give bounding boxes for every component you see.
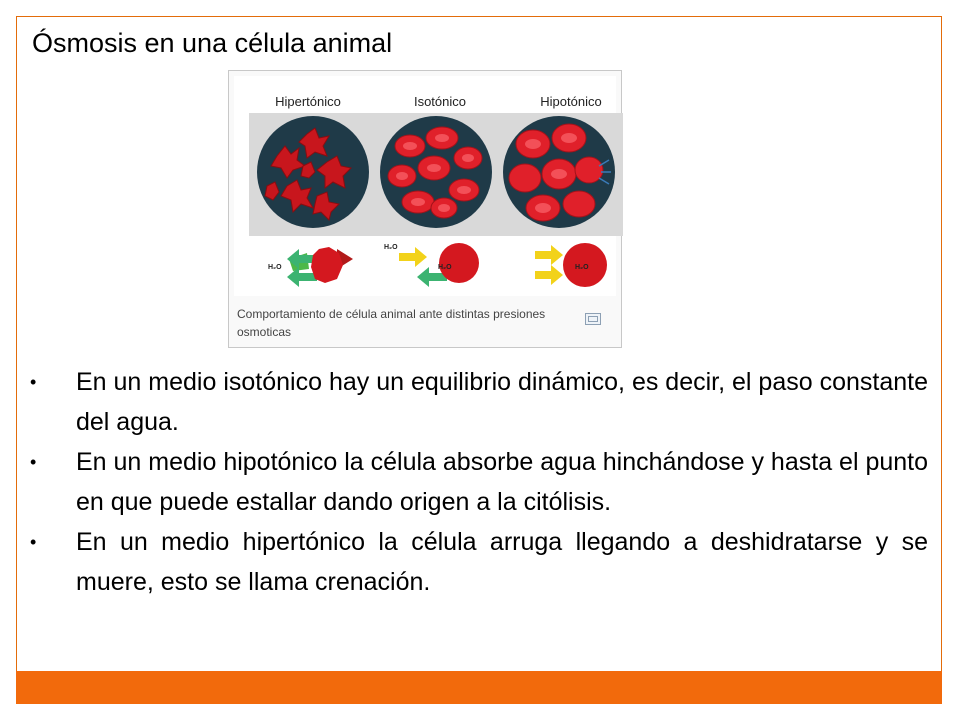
bullet-icon: • bbox=[30, 372, 37, 392]
bullet-list bbox=[30, 362, 928, 602]
bullet-text: En un medio hipertónico la célula arruga llegando a deshidratarse y se muere, esto se llama crenación. bbox=[76, 528, 928, 596]
water-label-iso-out: H₂O bbox=[438, 264, 452, 271]
bullet-text: En un medio hipotónico la célula absorbe agua hinchándose y hasta el punto en que puede estallar dando origen a la citólisis. bbox=[76, 448, 929, 516]
osmosis-figure bbox=[228, 70, 622, 348]
hypotonic-dish bbox=[503, 116, 615, 228]
crenated-cells bbox=[257, 116, 369, 228]
swollen-cells bbox=[503, 116, 615, 228]
figure-image bbox=[234, 76, 616, 296]
figure-caption: Comportamiento de célula animal ante distintas presiones osmoticas bbox=[237, 307, 546, 339]
isotonic-dish bbox=[380, 116, 492, 228]
water-label-hyper: H₂O bbox=[268, 264, 282, 271]
bullet-icon: • bbox=[30, 452, 37, 472]
cells-panel bbox=[249, 113, 623, 236]
accent-bar bbox=[16, 671, 942, 704]
water-arrows bbox=[249, 239, 623, 291]
water-label-iso: H₂O bbox=[384, 244, 398, 251]
bullet-icon: • bbox=[30, 532, 37, 552]
label-hipertonico: Hipertónico bbox=[275, 94, 341, 109]
enlarge-icon[interactable] bbox=[585, 313, 601, 325]
page-title: Ósmosis en una célula animal bbox=[32, 28, 393, 58]
list-item bbox=[30, 362, 928, 442]
label-hipotonico: Hipotónico bbox=[540, 94, 602, 109]
list-item bbox=[30, 442, 928, 522]
bullet-text: En un medio isotónico hay un equilibrio dinámico, es decir, el paso constante del agua. bbox=[76, 368, 928, 436]
list-item bbox=[30, 522, 928, 602]
water-label-hypo: H₂O bbox=[575, 264, 589, 271]
hypertonic-dish bbox=[257, 116, 369, 228]
label-isotonico: Isotónico bbox=[413, 94, 467, 109]
normal-cells bbox=[380, 116, 492, 228]
